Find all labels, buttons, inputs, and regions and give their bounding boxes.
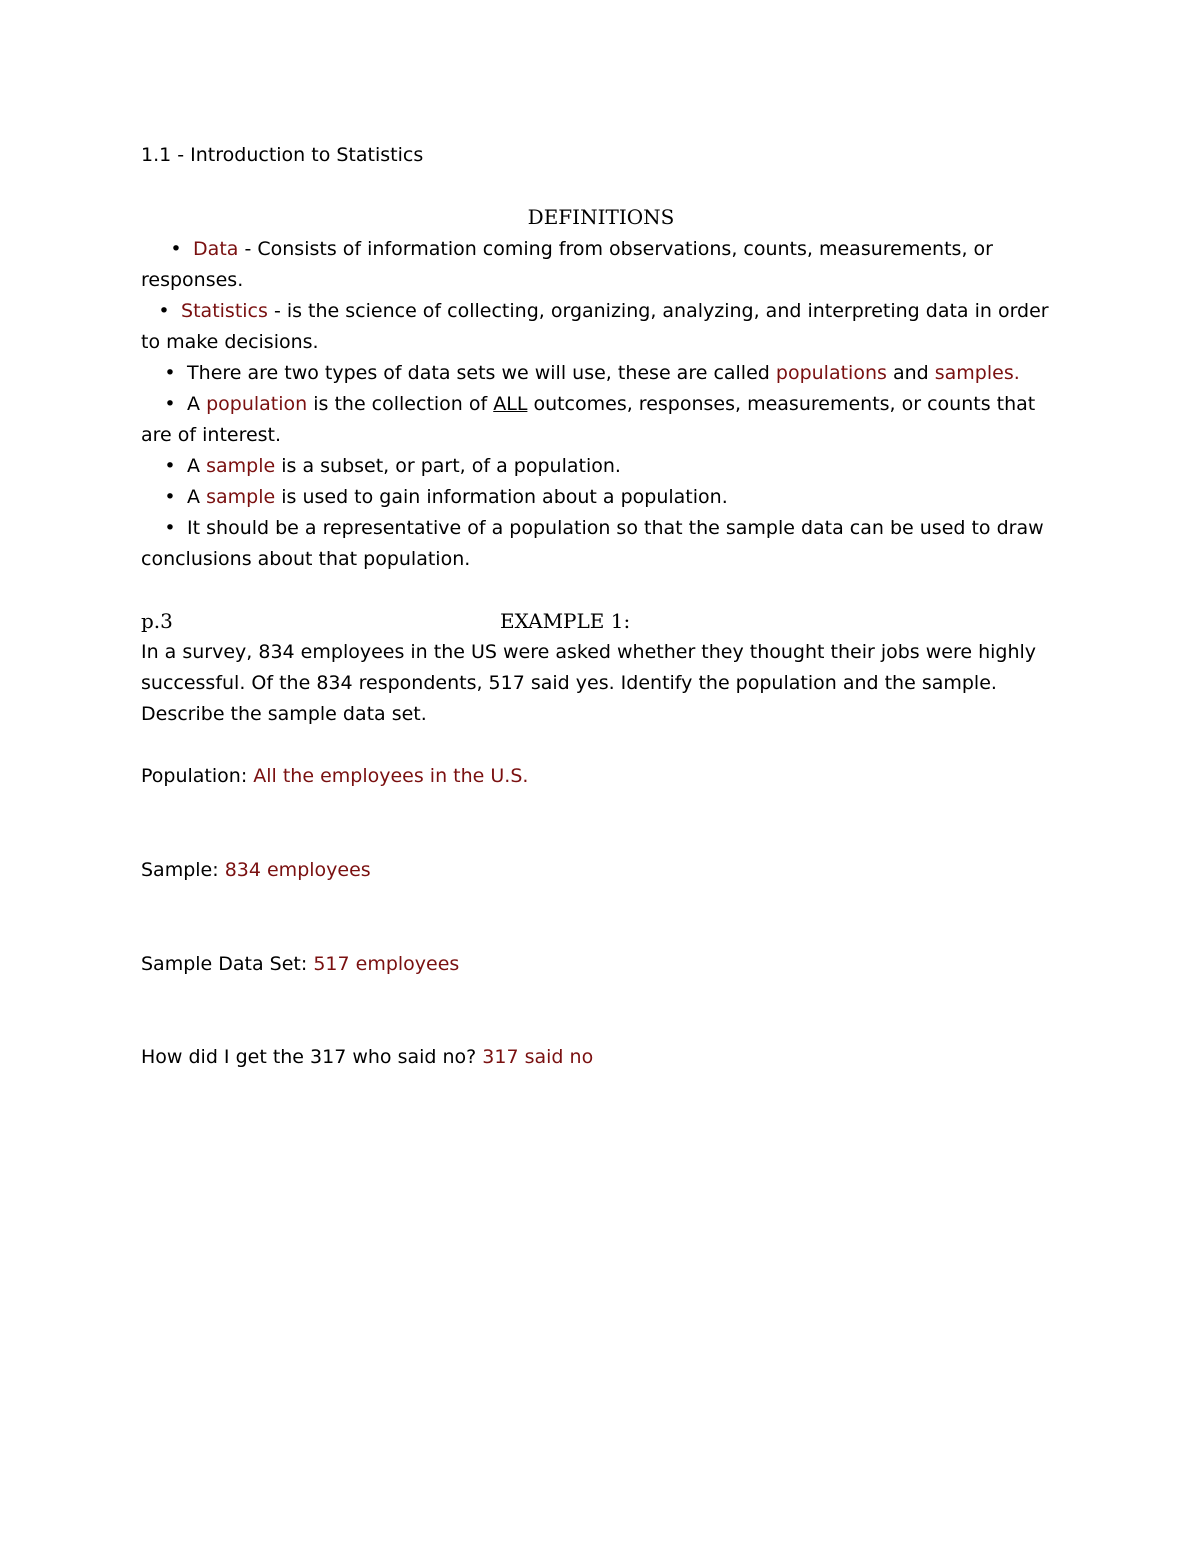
term-population: population <box>206 393 308 415</box>
definition-text: A <box>187 486 207 508</box>
answer-value: All the employees in the U.S. <box>253 765 529 787</box>
definition-representative <box>141 513 1061 544</box>
answer-sample <box>141 855 1061 886</box>
answer-value: 517 employees <box>313 953 460 975</box>
definition-sample-2 <box>141 482 1061 513</box>
definition-text: A <box>187 393 207 415</box>
bullet-icon: • <box>164 393 176 415</box>
definition-representative-cont: conclusions about that population. <box>141 548 471 570</box>
answer-label: How did I get the 317 who said no? <box>141 1046 483 1068</box>
answer-sample-data-set <box>141 949 1061 980</box>
definition-statistics <box>141 296 1061 327</box>
definition-text: is the collection of <box>307 393 494 415</box>
bullet-icon: • <box>164 486 176 508</box>
example-text-line1: In a survey, 834 employees in the US were asked whether they thought their jobs were highly <box>141 641 1037 663</box>
answer-value: 317 said no <box>482 1046 594 1068</box>
definition-text: and <box>886 362 935 384</box>
definition-statistics-cont: to make decisions. <box>141 331 319 353</box>
bullet-icon: • <box>164 517 176 539</box>
term-data: Data <box>193 238 239 260</box>
definition-text: outcomes, responses, measurements, or counts that <box>527 393 1036 415</box>
definition-data <box>141 234 1061 265</box>
bullet-icon: • <box>164 455 176 477</box>
definition-text: - is the science of collecting, organizing, analyzing, and interpreting data in order <box>267 300 1049 322</box>
definition-text: . <box>1013 362 1020 384</box>
definition-text: is a subset, or part, of a population. <box>275 455 621 477</box>
definition-text: - Consists of information coming from observations, counts, measurements, or <box>238 238 993 260</box>
example-text-line3: Describe the sample data set. <box>141 703 427 725</box>
term-populations: populations <box>775 362 887 384</box>
answer-value: 834 employees <box>224 859 371 881</box>
term-sample: sample <box>206 486 276 508</box>
definition-types <box>141 358 1061 389</box>
answer-population <box>141 761 1061 792</box>
definition-data-cont: responses. <box>141 269 244 291</box>
page-title: 1.1 - Introduction to Statistics <box>141 144 424 166</box>
example-page-ref: p.3 <box>141 609 173 633</box>
answer-label: Population: <box>141 765 254 787</box>
example-text-line2: successful. Of the 834 respondents, 517 said yes. Identify the population and the sample. <box>141 672 997 694</box>
definition-text: There are two types of data sets we will use, these are called <box>187 362 776 384</box>
definition-text: is used to gain information about a population. <box>275 486 728 508</box>
answer-label: Sample Data Set: <box>141 953 314 975</box>
definition-population-cont: are of interest. <box>141 424 282 446</box>
bullet-icon: • <box>158 300 170 322</box>
example-heading: EXAMPLE 1: <box>500 609 631 633</box>
definition-text: It should be a representative of a population so that the sample data can be used to draw <box>187 517 1044 539</box>
definition-population <box>141 389 1061 420</box>
answer-label: Sample: <box>141 859 225 881</box>
definition-sample-1 <box>141 451 1061 482</box>
bullet-icon: • <box>170 238 182 260</box>
answer-question <box>141 1042 1061 1073</box>
term-statistics: Statistics <box>181 300 268 322</box>
emphasis-all: ALL <box>493 393 528 415</box>
term-sample: sample <box>206 455 276 477</box>
bullet-icon: • <box>164 362 176 384</box>
definition-text: A <box>187 455 207 477</box>
definitions-heading: DEFINITIONS <box>527 205 675 229</box>
term-samples: samples <box>934 362 1014 384</box>
